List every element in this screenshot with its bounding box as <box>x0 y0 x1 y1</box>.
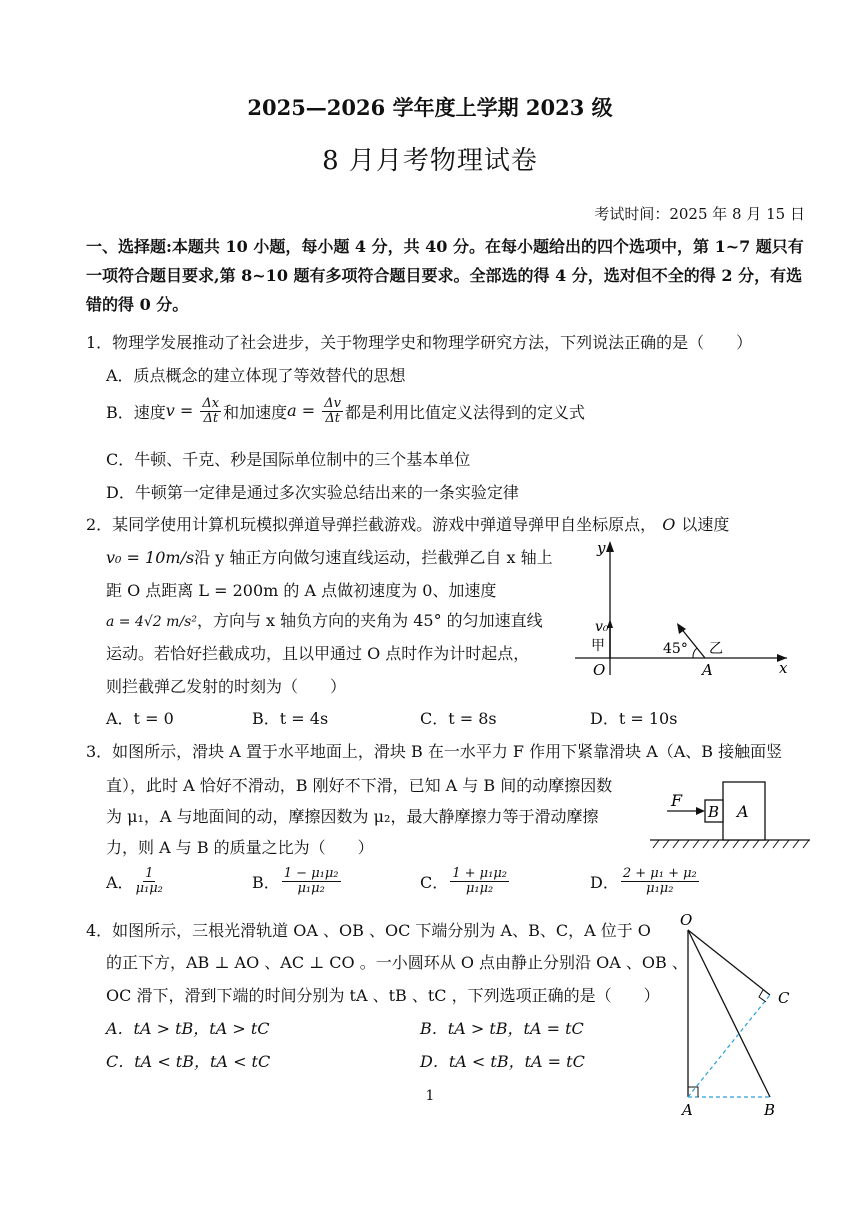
fig-y-label: y <box>597 539 606 557</box>
fig-block-a-label: A <box>737 802 749 821</box>
q4-line1: 4．如图所示，三根光滑轨道 OA 、OB 、OC 下端分别为 A、B、C，A 位于 O <box>86 921 651 940</box>
q2-line4-text: ，方向与 x 轴负方向的夹角为 45° 的匀加速直线 <box>196 611 543 630</box>
q1-option-b-mid: 和加速度 <box>223 403 288 422</box>
q1-option-d: D．牛顿第一定律是通过多次实验总结出来的一条实验定律 <box>106 483 519 502</box>
title-line2: 8 月月考物理试卷 <box>322 146 538 176</box>
q3-block-figure <box>645 778 815 850</box>
q1-option-b-prefix: B．速度 <box>106 403 166 422</box>
fig-o-label: O <box>593 661 606 679</box>
q3-line4: 力，则 A 与 B 的质量之比为（ ） <box>106 838 374 857</box>
q2-a-expr: a = 4√2 m/s² <box>106 614 197 630</box>
fig-v0-label: v₀ <box>595 619 609 635</box>
q2-v0-expr: v₀ = 10m/s <box>106 548 195 567</box>
q2-line2 <box>106 545 553 568</box>
q3-option-b-num: 1 − μ₁μ₂ <box>283 866 339 881</box>
q3-option-b-den: μ₁μ₂ <box>297 881 325 896</box>
fig-point-c: C <box>778 989 790 1007</box>
fig-a-label: A <box>702 661 713 679</box>
q4-option-b: B．tA > tB，tA = tC <box>420 1019 584 1038</box>
q2-line4 <box>106 608 543 631</box>
section-instruction: 一、选择题:本题共 10 小题，每小题 4 分，共 40 分。在每小题给出的四个选项中，第 1~7 题只有一项符合题目要求,第 8~10 题有多项符合题目要求。全部选的得 4 分，选对但不全的得 2 分，有选错的得 0 分。 <box>86 237 804 314</box>
title-line1: 2025—2026 学年度上学期 2023 级 <box>247 95 613 120</box>
q3-option-a-den: μ₁μ₂ <box>135 881 163 896</box>
fig-force-label: F <box>671 791 683 810</box>
fig-block-b-label: B <box>708 803 720 821</box>
q3-option-d-num: 2 + μ₁ + μ₂ <box>622 866 697 881</box>
q3-option-d-den: μ₁μ₂ <box>646 881 674 896</box>
q2-line5: 运动。若恰好拦截成功，且以甲通过 O 点时作为计时起点， <box>106 644 530 663</box>
q3-option-c-den: μ₁μ₂ <box>465 881 494 896</box>
q3-line3: 为 μ₁，A 与地面间的动，摩擦因数为 μ₂，最大静摩擦力等于滑动摩擦 <box>106 807 599 826</box>
page-number: 1 <box>425 1088 435 1104</box>
q1-option-b-suffix: 都是利用比值定义法得到的定义式 <box>345 403 586 422</box>
fig-point-b: B <box>764 1101 776 1119</box>
formula-acceleration: a = $\frac{\Delta v}{\Delta t}$ <box>287 396 341 426</box>
fig-angle-label: 45° <box>663 641 688 657</box>
q3-option-b <box>252 867 343 896</box>
exam-time: 考试时间：2025 年 8 月 15 日 <box>594 205 805 223</box>
q2-line6: 则拦截弹乙发射的时刻为（ ） <box>106 677 347 696</box>
q4-option-c: C．tA < tB，tA < tC <box>106 1052 271 1071</box>
q2-line3: 距 O 点距离 L = 200m 的 A 点做初速度为 0、加速度 <box>106 581 497 600</box>
q3-option-d <box>590 867 701 896</box>
q3-option-c-num: 1 + μ₁μ₂ <box>452 866 507 881</box>
fig-yi-label: 乙 <box>709 641 723 657</box>
q3-option-c-label: C． <box>420 873 449 892</box>
q2-line1: 2．某同学使用计算机玩模拟弹道导弹拦截游戏。游戏中弹道导弹甲自坐标原点， O 以速度 <box>86 515 730 534</box>
q4-option-a: A．tA > tB，tA > tC <box>106 1019 270 1038</box>
q2-option-c: C．t = 8s <box>420 709 497 728</box>
q1-option-c: C．牛顿、千克、秒是国际单位制中的三个基本单位 <box>106 450 471 469</box>
q2-line2-text: 沿 y 轴正方向做匀速直线运动，拦截弹乙自 x 轴上 <box>194 548 553 567</box>
q4-option-d: D．tA < tB，tA = tC <box>420 1052 585 1071</box>
q1-stem: 1．物理学发展推动了社会进步，关于物理学史和物理学研究方法，下列说法正确的是（ ） <box>86 333 753 352</box>
q2-option-d: D．t = 10s <box>590 709 678 728</box>
q2-coordinate-figure <box>565 535 795 680</box>
q4-line2: 的正下方，AB ⊥ AO 、AC ⊥ CO 。一小圆环从 O 点由静止分别沿 OA 、OB 、 <box>106 953 688 972</box>
q3-option-a <box>106 867 165 896</box>
q3-option-b-label: B． <box>252 873 280 892</box>
fig-jia-label: 甲 <box>591 638 605 654</box>
q3-option-d-label: D． <box>590 873 619 892</box>
q3-option-a-num: 1 <box>145 866 154 881</box>
fig-x-label: x <box>779 659 788 677</box>
q1-option-b <box>106 397 585 426</box>
formula-velocity: v = $\frac{\Delta x}{\Delta t}$ <box>165 396 220 426</box>
q3-line1: 3．如图所示，滑块 A 置于水平地面上，滑块 B 在一水平力 F 作用下紧靠滑块 A（A、B 接触面竖 <box>86 742 783 761</box>
q2-line1-text: 2．某同学使用计算机玩模拟弹道导弹拦截游戏。游戏中弹道导弹甲自坐标原点， <box>86 515 657 534</box>
q3-option-c <box>420 867 511 896</box>
q2-option-b: B．t = 4s <box>252 709 329 728</box>
fig-point-o: O <box>680 911 693 929</box>
q2-option-a: A．t = 0 <box>106 709 174 728</box>
q3-option-a-label: A． <box>106 873 134 892</box>
q3-line2: 直），此时 A 恰好不滑动，B 刚好不下滑，已知 A 与 B 间的动摩擦因数 <box>106 776 613 795</box>
q4-line3: OC 滑下，滑到下端的时间分别为 tA 、tB 、tC ，下列选项正确的是（ ） <box>106 986 660 1005</box>
q1-option-a: A．质点概念的建立体现了等效替代的思想 <box>106 366 406 385</box>
q2-line1-end: 以速度 <box>681 515 730 534</box>
fig-point-a: A <box>682 1101 693 1119</box>
